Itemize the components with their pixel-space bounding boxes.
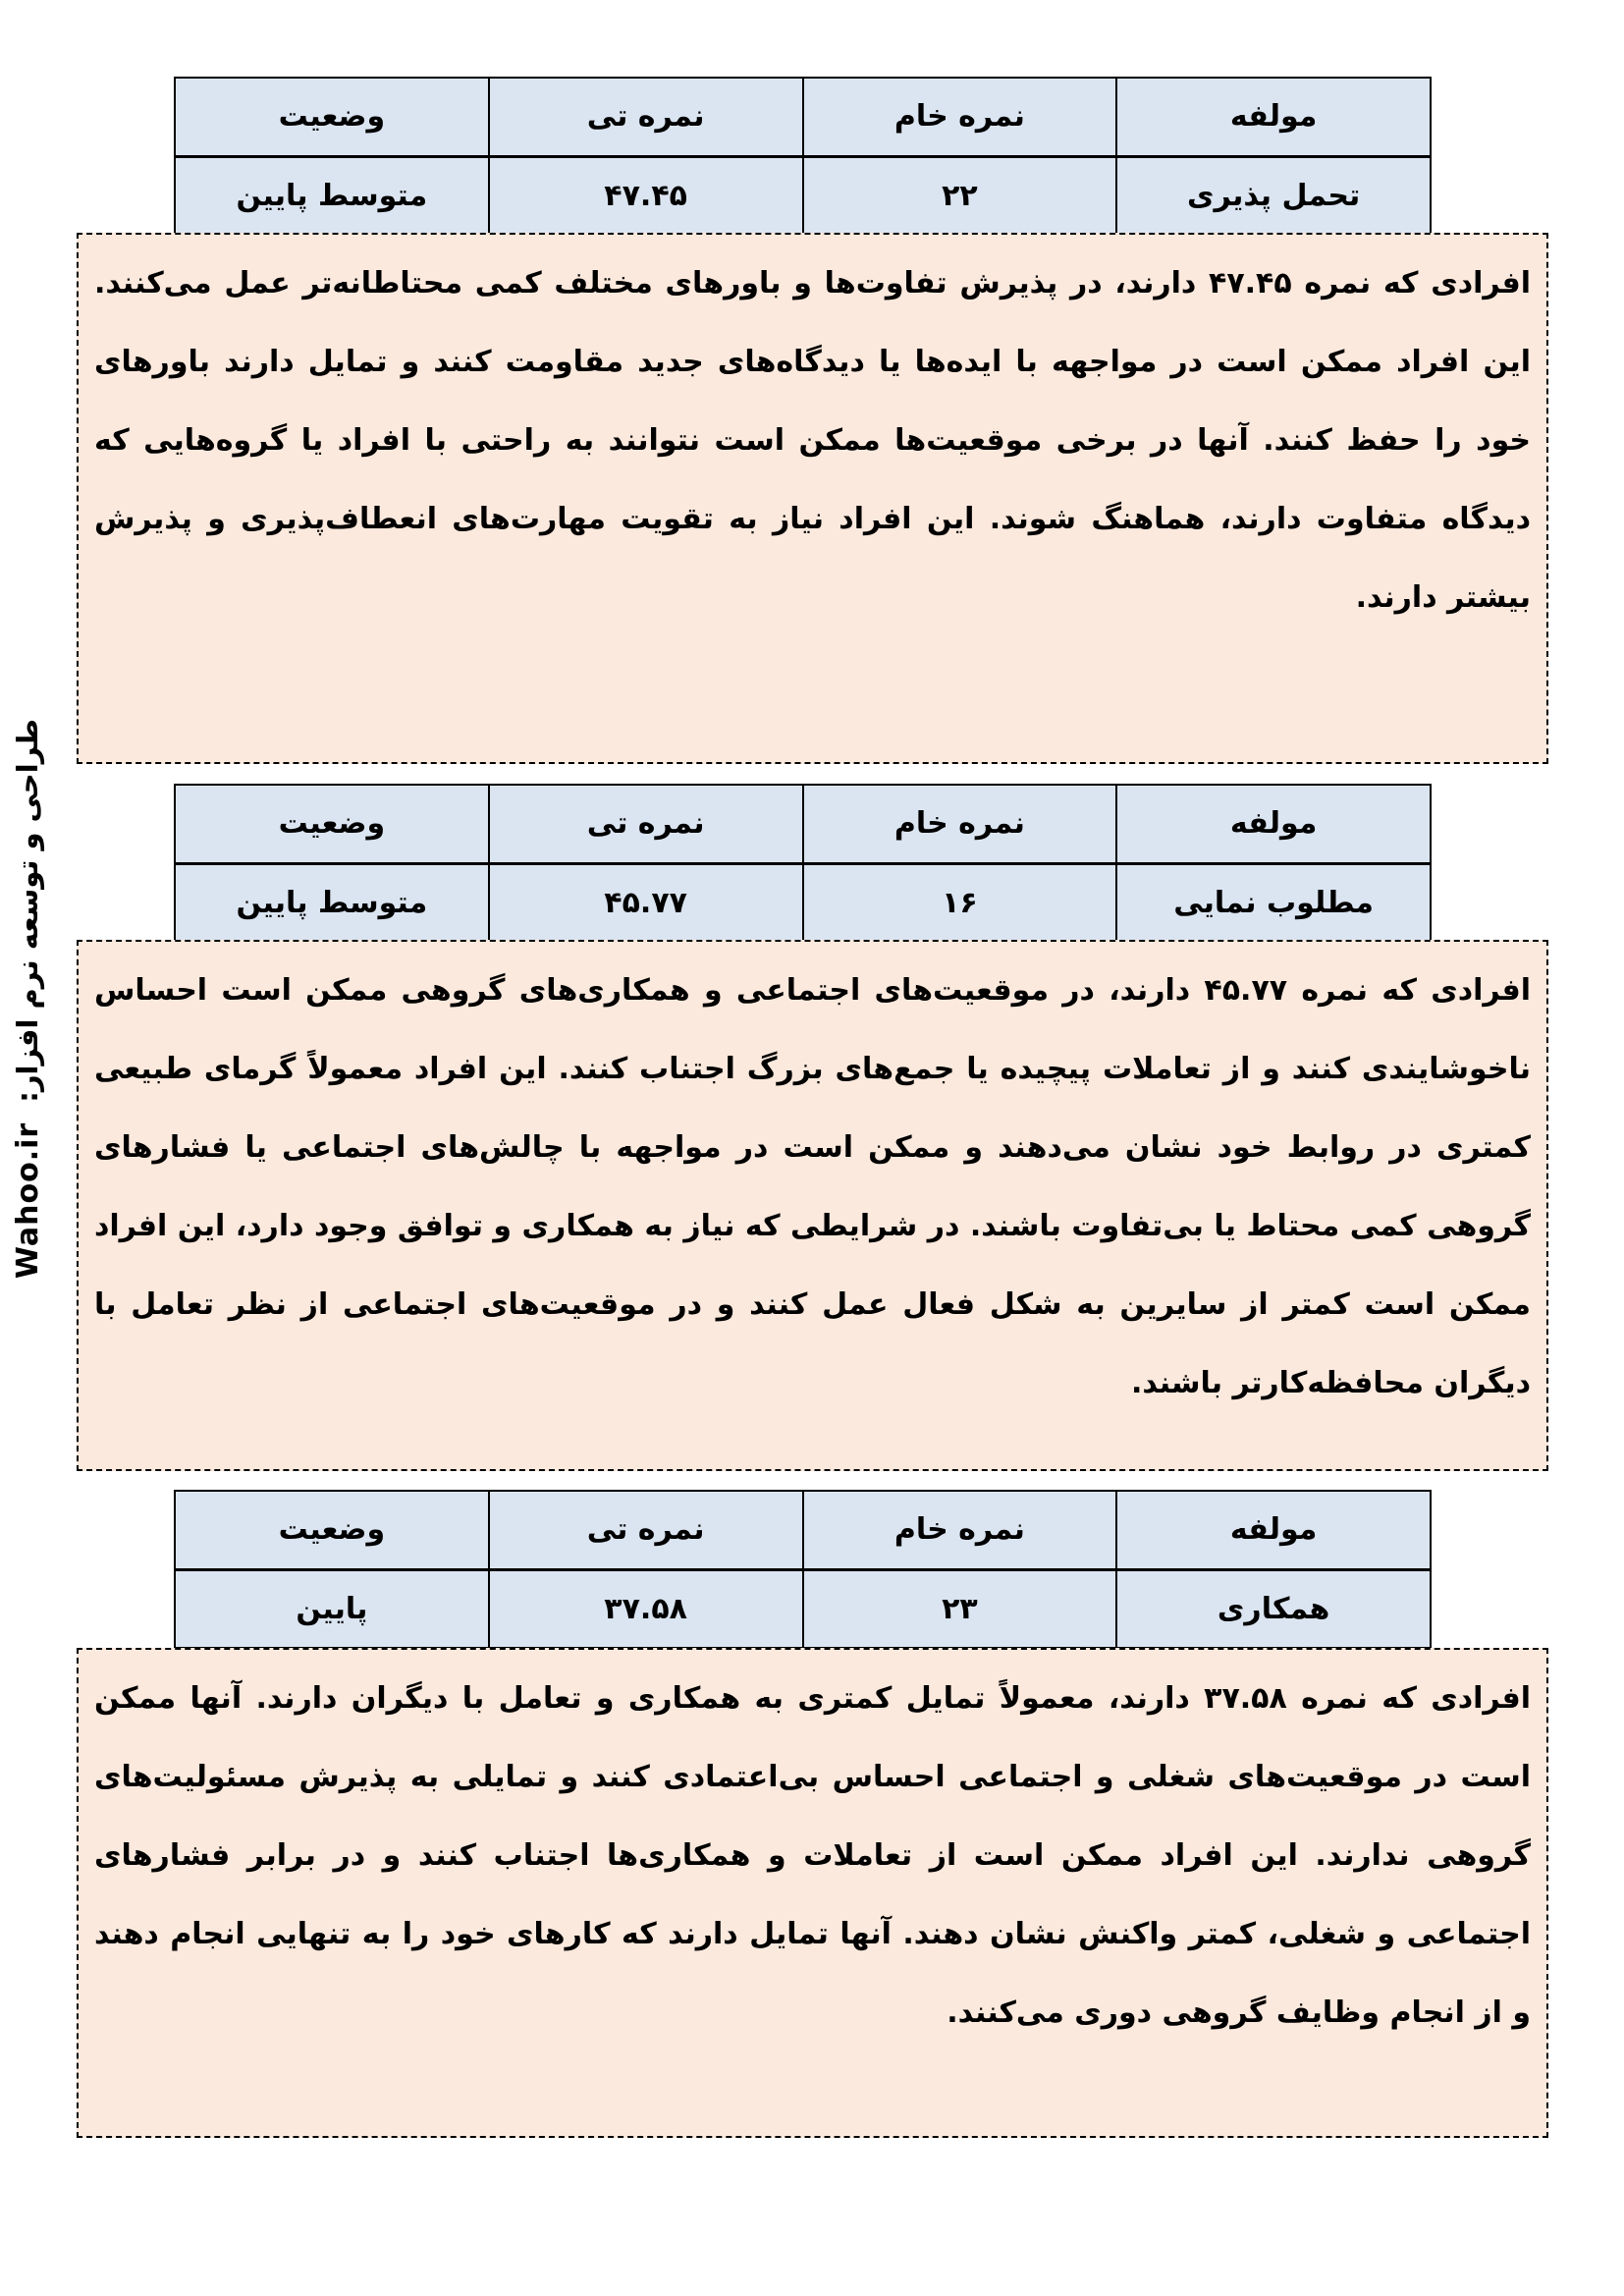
sidebar-credit xyxy=(6,718,49,1280)
cell-raw-score: ۲۲ xyxy=(803,156,1117,235)
score-table-tolerance xyxy=(174,77,1432,236)
table-data-row xyxy=(175,863,1431,942)
table-header-row xyxy=(175,785,1431,863)
cell-status: متوسط پایین xyxy=(175,156,489,235)
header-component: مولفه xyxy=(1116,78,1431,156)
header-t-score: نمره تی xyxy=(489,78,803,156)
header-raw-score: نمره خام xyxy=(803,785,1117,863)
cell-component: تحمل پذیری xyxy=(1116,156,1431,235)
cell-status: متوسط پایین xyxy=(175,863,489,942)
header-status: وضعیت xyxy=(175,1491,489,1569)
sidebar-credit-label: طراحی و توسعه نرم افزار: xyxy=(11,718,44,1103)
header-component: مولفه xyxy=(1116,1491,1431,1569)
cell-raw-score: ۲۳ xyxy=(803,1569,1117,1648)
cell-t-score: ۳۷.۵۸ xyxy=(489,1569,803,1648)
description-block-cooperation xyxy=(77,1648,1548,2138)
header-t-score: نمره تی xyxy=(489,1491,803,1569)
table-data-row xyxy=(175,156,1431,235)
header-status: وضعیت xyxy=(175,78,489,156)
cell-component: مطلوب نمایی xyxy=(1116,863,1431,942)
description-text: افرادی که نمره ۴۷.۴۵ دارند، در پذیرش تفاوت‌ها و باورهای مختلف کمی محتاطانه‌تر عمل می‌کنند. این افراد ممکن است در مواجهه با ایده‌ها یا دیدگاه‌های جدید مقاومت کنند و تمایل دارند باورهای خود را حفظ کنند. آنها در برخی موقعیت‌ها ممکن است نتوانند به راحتی با افراد یا گروه‌هایی که دیدگاه متفاوت دارند، هماهنگ شوند. این افراد نیاز به تقویت مهارت‌های انعطاف‌پذیری و پذیرش بیشتر دارند. xyxy=(94,266,1531,615)
score-table-social-desirability xyxy=(174,784,1432,943)
score-table-cooperation xyxy=(174,1490,1432,1649)
header-raw-score: نمره خام xyxy=(803,1491,1117,1569)
cell-status: پایین xyxy=(175,1569,489,1648)
cell-raw-score: ۱۶ xyxy=(803,863,1117,942)
cell-t-score: ۴۷.۴۵ xyxy=(489,156,803,235)
table-data-row xyxy=(175,1569,1431,1648)
header-t-score: نمره تی xyxy=(489,785,803,863)
table-header-row xyxy=(175,78,1431,156)
header-component: مولفه xyxy=(1116,785,1431,863)
header-status: وضعیت xyxy=(175,785,489,863)
sidebar-brand-wahoo: Wahoo.ir xyxy=(10,1121,45,1280)
cell-t-score: ۴۵.۷۷ xyxy=(489,863,803,942)
description-text: افرادی که نمره ۴۵.۷۷ دارند، در موقعیت‌های اجتماعی و همکاری‌های گروهی ممکن است احساس ناخوشایندی کنند و از تعاملات پیچیده یا جمع‌های بزرگ اجتناب کنند. این افراد معمولاً گرمای طبیعی کمتری در روابط خود نشان می‌دهند و ممکن است در مواجهه با چالش‌های اجتماعی یا فشارهای گروهی کمی محتاط یا بی‌تفاوت باشند. در شرایطی که نیاز به همکاری و توافق وجود دارد، این افراد ممکن است کمتر از سایرین به شکل فعال عمل کنند و در موقعیت‌های اجتماعی از نظر تعامل با دیگران محافظه‌کارتر باشند. xyxy=(94,973,1532,1400)
description-text: افرادی که نمره ۳۷.۵۸ دارند، معمولاً تمایل کمتری به همکاری و تعامل با دیگران دارند. آنها ممکن است در موقعیت‌های شغلی و اجتماعی احساس بی‌اعتمادی کنند و تمایلی به پذیرش مسئولیت‌های گروهی ندارند. این افراد ممکن است از تعاملات و همکاری‌ها اجتناب کنند و در برابر فشارهای اجتماعی و شغلی، کمتر واکنش نشان دهند. آنها تمایل دارند که کارهای خود را به تنهایی انجام دهند و از انجام وظایف گروهی دوری می‌کنند. xyxy=(94,1681,1532,2030)
description-block-tolerance xyxy=(77,233,1548,764)
cell-component: همکاری xyxy=(1116,1569,1431,1648)
description-block-social-desirability xyxy=(77,940,1548,1471)
header-raw-score: نمره خام xyxy=(803,78,1117,156)
table-header-row xyxy=(175,1491,1431,1569)
